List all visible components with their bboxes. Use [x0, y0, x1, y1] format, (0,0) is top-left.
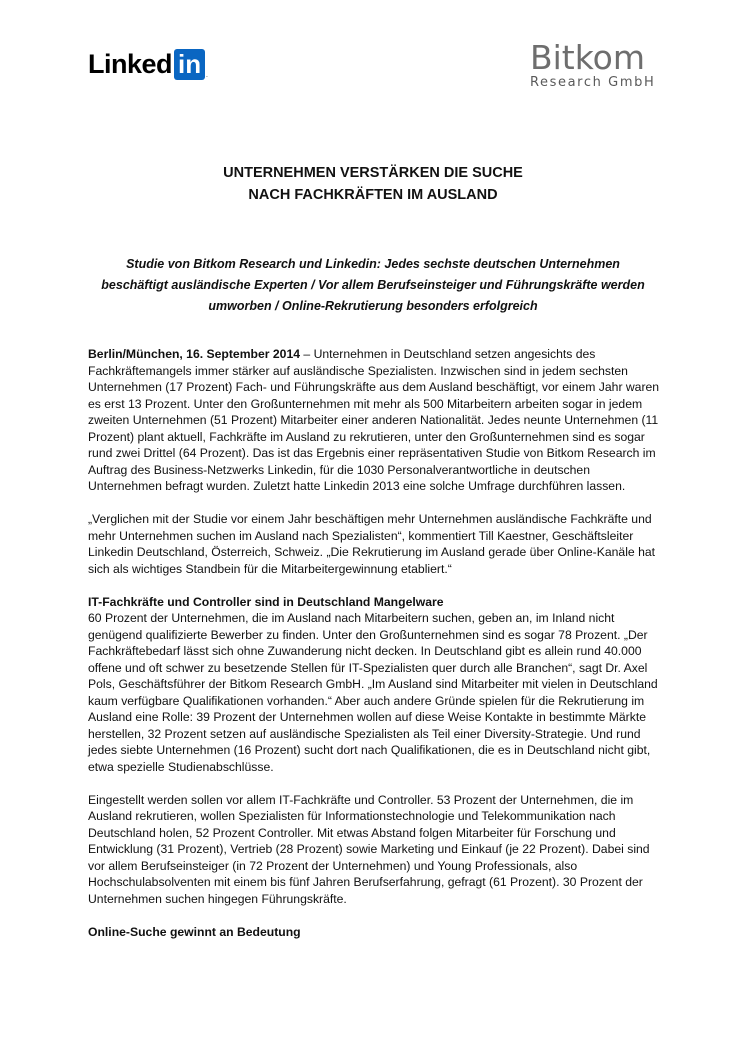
subtitle-line-1: Studie von Bitkom Research und Linkedin: Jedes sechste deutschen Unternehmen: [126, 257, 620, 271]
section-heading-online-suche: Online-Suche gewinnt an Bedeutung: [88, 924, 301, 939]
dateline: Berlin/München, 16. September 2014: [88, 347, 301, 361]
paragraph-3: 60 Prozent der Unternehmen, die im Ausland nach Mitarbeitern suchen, geben an, im Inland nicht genügend qualifizierte Bewerber zu finden. Unter den Großunternehmen sind es sogar 78 Prozent. „Der Fachkräftebedarf lässt sich ohne Zuwanderung nicht decken. In Deutschland gibt es allein rund 40.000 offene und oft schwer zu besetzende Stellen für IT-Spezialisten quer durch alle Branchen“, sagt Dr. Axel Pols, Geschäftsführer der Bitkom Research GmbH. „Im Ausland sind Mitarbeiter mit vielen in Deutschland kaum verfügbare Qualifikationen vorhanden.“ Aber auch andere Gründe spielen für die Rekrutierung im Ausland eine Rolle: 39 Prozent der Unternehmen wollen auf diese Weise Kontakte in bestimmte Märkte herstellen, 32 Prozent setzen auf ausländische Spezialisten als Teil einer Diversity-Strategie. Und rund jedes siebte Unternehmen (16 Prozent) sucht dort nach Qualifikationen, die es in Deutschland nicht gibt, etwa spezielle Studienabschlüsse.: [88, 611, 658, 774]
subtitle-line-2: beschäftigt ausländische Experten / Vor allem Berufseinsteiger und Führungskräfte werden: [101, 278, 645, 292]
document-subtitle: [78, 254, 668, 317]
article-body: [88, 346, 663, 940]
linkedin-logo-in-box: in: [174, 49, 205, 80]
document-title: [88, 162, 658, 206]
paragraph-4: Eingestellt werden sollen vor allem IT-Fachkräfte und Controller. 53 Prozent der Unternehmen, die im Ausland rekrutieren, wollen Spezialisten für Informationstechnologie und Telekommunikation nach Deutschland holen, 52 Prozent Controller. Mit etwas Abstand folgen Mitarbeiter für Forschung und Entwicklung (31 Prozent), Vertrieb (28 Prozent) sowie Marketing und Einkauf (je 22 Prozent). Dabei sind vor allem Berufseinsteiger (in 72 Prozent der Unternehmen) und Young Professionals, also Hochschulabsolventen mit einem bis fünf Jahren Berufserfahrung, gefragt (61 Prozent). 30 Prozent der Unternehmen suchen hingegen Führungskräfte.: [88, 792, 650, 906]
title-line-1: UNTERNEHMEN VERSTÄRKEN DIE SUCHE: [223, 165, 523, 181]
subtitle-line-3: umworben / Online-Rekrutierung besonders erfolgreich: [208, 299, 538, 313]
linkedin-logo-text: Linked: [88, 48, 173, 79]
linkedin-logo-mark: .: [206, 73, 208, 79]
paragraph-2: „Verglichen mit der Studie vor einem Jahr beschäftigen mehr Unternehmen ausländische Fachkräfte und mehr Unternehmen suchen im Ausland nach Spezialisten“, kommentiert Till Kaestner, Geschäftsleiter Linkedin Deutschland, Österreich, Schweiz. „Die Rekrutierung im Ausland gerade über Online-Kanäle hat sich als wichtiges Standbein für die Mitarbeitergewinnung etabliert.“: [88, 512, 656, 576]
title-line-2: NACH FACHKRÄFTEN IM AUSLAND: [248, 187, 498, 203]
bitkom-logo-name: Bitkom: [530, 38, 646, 77]
section-heading-it-fachkraefte: IT-Fachkräfte und Controller sind in Deutschland Mangelware: [88, 594, 444, 609]
bitkom-research-logo: [530, 40, 660, 90]
linkedin-logo: [88, 47, 208, 81]
paragraph-1: [88, 346, 663, 495]
bitkom-logo-subtitle: Research GmbH: [530, 75, 656, 90]
paragraph-1-text: – Unternehmen in Deutschland setzen angesichts des Fachkräftemangels immer stärker auf ausländische Spezialisten. Inzwischen sind in jedem sechsten Unternehmen (17 Prozent) Fach- und Führungskräfte aus dem Ausland beschäftigt, vor einem Jahr waren es erst 13 Prozent. Unter den Großunternehmen mit mehr als 500 Mitarbeitern arbeiten sogar in jedem zweiten Unternehmen (51 Prozent) Mitarbeiter einer anderen Nationalität. Jedes neunte Unternehmen (11 Prozent) plant aktuell, Fachkräfte im Ausland zu rekrutieren, unter den Großunternehmen sind es sogar rund zwei Drittel (64 Prozent). Das ist das Ergebnis einer repräsentativen Studie von Bitkom Research im Auftrag des Business-Netzwerks Linkedin, für die 1030 Personalverantwortliche in deutschen Unternehmen befragt wurden. Zuletzt hatte Linkedin 2013 eine solche Umfrage durchführen lassen.: [88, 347, 660, 493]
